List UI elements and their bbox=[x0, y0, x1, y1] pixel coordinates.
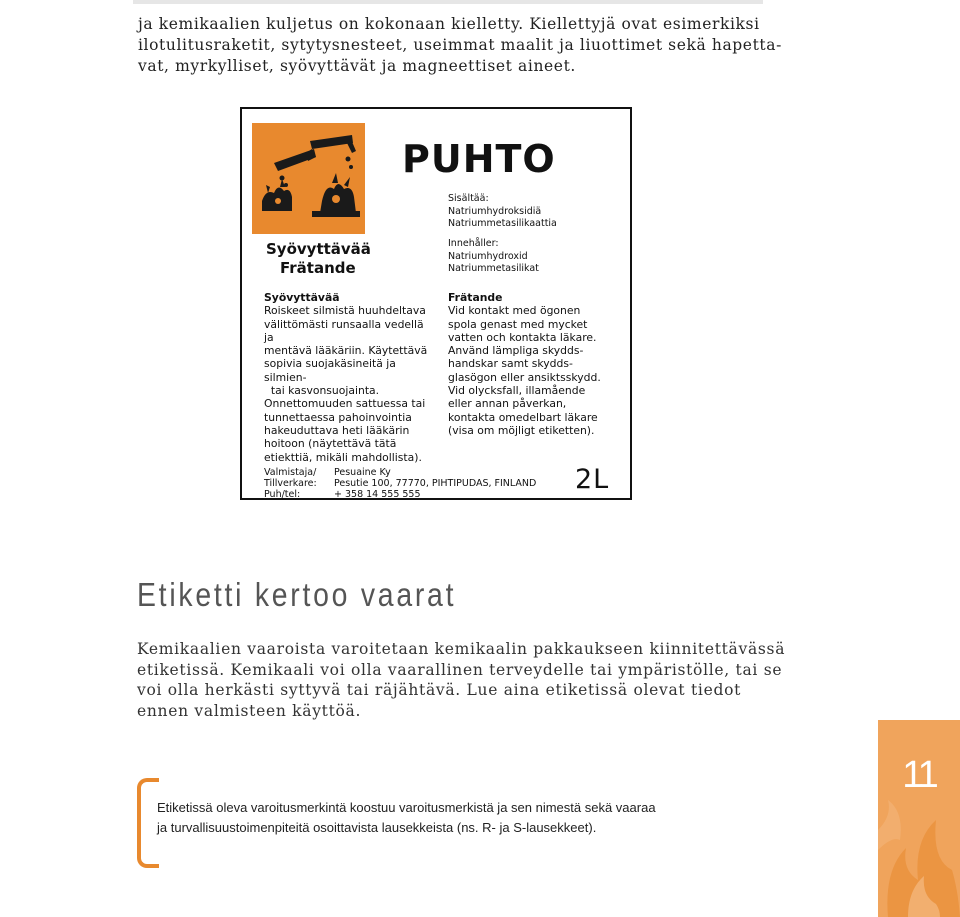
contents-fi bbox=[448, 193, 557, 231]
body-line: Kemikaalien vaaroista varoitetaan kemikaalin pakkaukseen kiinnitettävässä bbox=[137, 640, 786, 658]
note-bracket bbox=[137, 778, 159, 868]
contents-sv-item: Natriummetasilikat bbox=[448, 263, 539, 274]
warning-sv-title: Frätande bbox=[448, 291, 503, 304]
intro-line: ja kemikaalien kuljetus on kokonaan kielletty. Kiellettyjä ovat esimerkiksi bbox=[138, 15, 760, 33]
note-box bbox=[157, 798, 656, 838]
note-line: ja turvallisuustoimenpiteitä osoittavista lausekkeista (ns. R- ja S-lausekkeet). bbox=[157, 820, 597, 835]
warning-fi-line: hakeuduttava heti lääkärin bbox=[264, 423, 410, 437]
warning-fi-line: tunnettaessa pahoinvointia bbox=[264, 410, 412, 424]
manufacturer-label: Tillverkare: bbox=[264, 478, 317, 489]
warning-fi-line: tai kasvonsuojainta. bbox=[264, 384, 380, 398]
contents-sv bbox=[448, 238, 539, 276]
contents-fi-item: Natriummetasilikaattia bbox=[448, 218, 557, 229]
top-rule bbox=[133, 0, 763, 4]
body-line: etiketissä. Kemikaali voi olla vaarallinen terveydelle tai ympäristölle, tai se bbox=[137, 660, 783, 679]
warning-text-sv bbox=[448, 291, 623, 437]
intro-line: vat, myrkylliset, syövyttävät ja magneettiset aineet. bbox=[138, 57, 576, 75]
section-heading: Etiketti kertoo vaarat bbox=[137, 576, 457, 613]
brand-name: PUHTO bbox=[402, 137, 556, 181]
warning-fi-line: mentävä lääkäriin. Käytettävä bbox=[264, 344, 428, 358]
manufacturer-labels bbox=[264, 467, 317, 500]
contents-sv-item: Natriumhydroxid bbox=[448, 250, 528, 262]
warning-sv-line: Vid kontakt med ögonen bbox=[448, 304, 581, 318]
hazard-name-sv: Frätande bbox=[280, 259, 356, 277]
warning-fi-line: sopivia suojakäsineitä ja silmien- bbox=[264, 357, 396, 384]
warning-sv-line: glasögon eller ansiktsskydd. bbox=[448, 370, 601, 384]
product-label bbox=[240, 107, 632, 500]
warning-fi-line: etiekttiä, mikäli mahdollista). bbox=[264, 450, 422, 464]
warning-sv-line: eller annan påverkan, bbox=[448, 397, 567, 411]
page-number: 11 bbox=[902, 754, 936, 796]
manufacturer-phone: + 358 14 555 555 bbox=[334, 489, 421, 500]
warning-fi-line: välittömästi runsaalla vedellä ja bbox=[264, 317, 424, 344]
warning-text-fi bbox=[264, 291, 434, 464]
manufacturer-values bbox=[334, 467, 536, 500]
contents-sv-title: Innehåller: bbox=[448, 238, 499, 249]
phone-label: Puh/tel: bbox=[264, 489, 301, 500]
contents-fi-title: Sisältää: bbox=[448, 193, 489, 204]
package-size: 2L bbox=[575, 464, 610, 495]
page-number-box bbox=[878, 720, 960, 917]
flame-decoration-icon bbox=[878, 720, 960, 917]
corrosive-hazard-icon bbox=[252, 123, 365, 234]
warning-sv-line: spola genast med mycket bbox=[448, 317, 588, 331]
note-line: Etiketissä oleva varoitusmerkintä koostuu varoitusmerkistä ja sen nimestä sekä vaaraa bbox=[157, 800, 656, 815]
warning-sv-line: kontakta omedelbart läkare bbox=[448, 410, 598, 424]
manufacturer-name: Pesuaine Ky bbox=[334, 467, 391, 478]
manufacturer-address: Pesutie 100, 77770, PIHTIPUDAS, FINLAND bbox=[334, 478, 537, 489]
warning-sv-line: Använd lämpliga skydds- bbox=[448, 344, 584, 358]
intro-paragraph bbox=[138, 14, 782, 77]
warning-fi-line: Onnettomuuden sattuessa tai bbox=[264, 397, 426, 411]
hazard-name bbox=[266, 240, 371, 278]
hazard-name-fi: Syövyttävää bbox=[266, 240, 371, 258]
warning-sv-line: handskar samt skydds- bbox=[448, 357, 573, 371]
body-paragraph bbox=[137, 639, 786, 721]
warning-sv-line: (visa om möjligt etiketten). bbox=[448, 423, 595, 437]
body-line: ennen valmisteen käyttöä. bbox=[137, 701, 362, 720]
warning-fi-title: Syövyttävää bbox=[264, 291, 340, 304]
contents-fi-item: Natriumhydroksidiä bbox=[448, 205, 542, 217]
manufacturer-label: Valmistaja/ bbox=[264, 467, 317, 478]
body-line: voi olla herkästi syttyvä tai räjähtävä. Lue aina etiketissä olevat tiedot bbox=[137, 681, 742, 699]
warning-fi-line: Roiskeet silmistä huuhdeltava bbox=[264, 304, 426, 318]
intro-line: ilotulitusraketit, sytytysnesteet, useimmat maalit ja liuottimet sekä hapetta- bbox=[138, 36, 782, 54]
warning-sv-line: Vid olycksfall, illamående bbox=[448, 384, 586, 398]
warning-fi-line: hoitoon (näytettävä tätä bbox=[264, 437, 397, 451]
warning-sv-line: vatten och kontakta läkare. bbox=[448, 330, 597, 344]
